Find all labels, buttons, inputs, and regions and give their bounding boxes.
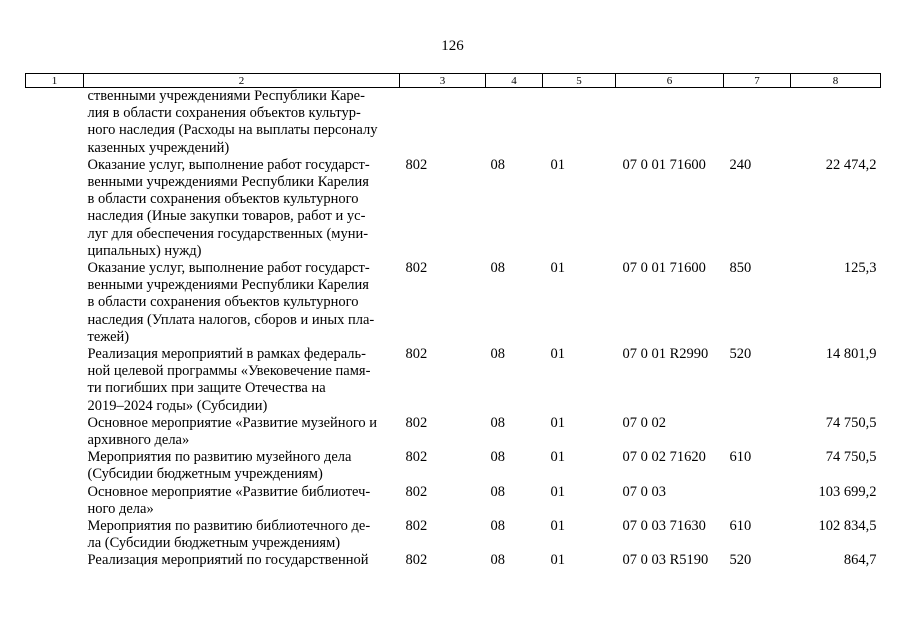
target-article-code: 07 0 01 71600 [622,260,706,277]
amount: 22 474,2 [825,156,877,173]
table-row [26,518,881,552]
subsection-code: 01 [550,518,565,535]
ministry-code: 802 [405,346,428,363]
table-row [26,552,881,569]
expense-name: Основное мероприятие «Развитие музейного и архивного дела» [87,414,378,449]
section-code: 08 [490,260,505,277]
target-article-code: 07 0 02 [622,414,666,431]
ministry-code: 802 [405,260,428,277]
amount [791,88,881,157]
expense-type-code: 610 [729,449,752,466]
section-code: 08 [490,518,505,535]
expense-type-code: 520 [729,346,752,363]
subsection-code: 01 [550,483,565,500]
amount: 74 750,5 [825,414,877,431]
amount: 74 750,5 [825,449,877,466]
target-article-code: 07 0 03 [622,483,666,500]
ministry-code: 802 [405,483,428,500]
column-header-2: 2 [84,74,400,88]
expense-name: ственными учреждениями Республики Каре- лия в области сохранения объектов культур- ного наследия (Расходы на выплаты персоналу казенных учреждений) [87,88,378,156]
amount: 14 801,9 [825,346,877,363]
expense-type-code: 850 [729,260,752,277]
expense-type-code [724,415,791,449]
ministry-code: 802 [405,518,428,535]
target-article-code: 07 0 02 71620 [622,449,706,466]
section-code: 08 [490,346,505,363]
row-number-cell [26,415,84,449]
subsection-code: 01 [550,449,565,466]
ministry-code: 802 [405,414,428,431]
section-code: 08 [490,483,505,500]
column-header-8: 8 [791,74,881,88]
expense-name: Оказание услуг, выполнение работ государст- венными учреждениями Республики Карелия в области сохранения объектов культурного наследия (Уплата налогов, сборов и иных пла- тежей) [87,260,375,345]
table-row [26,346,881,415]
row-number-cell [26,346,84,415]
page-number: 126 [441,38,464,54]
target-article-code [616,88,724,157]
table-row [26,449,881,483]
ministry-code: 802 [405,449,428,466]
row-number-cell [26,260,84,346]
column-number-row [26,74,881,88]
ministry-code [400,88,486,157]
target-article-code: 07 0 03 R5190 [622,552,709,569]
amount: 864,7 [843,552,877,569]
expense-name: Мероприятия по развитию музейного дела (Субсидии бюджетным учреждениям) [87,449,352,483]
section-code: 08 [490,552,505,569]
ministry-code: 802 [405,552,428,569]
table-row [26,88,881,157]
expense-type-code: 520 [729,552,752,569]
row-number-cell [26,449,84,483]
section-code: 08 [490,449,505,466]
row-number-cell [26,484,84,518]
expense-type-code [724,484,791,518]
column-header-6: 6 [616,74,724,88]
expense-name: Оказание услуг, выполнение работ государст- венными учреждениями Республики Карелия в области сохранения объектов культурного наследия (Иные закупки товаров, работ и ус- луг для обеспечения государственных (муни- ципальных) нужд) [87,156,370,259]
table-row [26,157,881,260]
target-article-code: 07 0 03 71630 [622,518,706,535]
expense-type-code: 240 [729,156,752,173]
expense-name: Мероприятия по развитию библиотечного де- ла (Субсидии бюджетным учреждениям) [87,518,371,552]
subsection-code [543,88,616,157]
table-row [26,484,881,518]
amount: 125,3 [843,260,877,277]
target-article-code: 07 0 01 R2990 [622,346,709,363]
budget-table [25,73,881,570]
column-header-5: 5 [543,74,616,88]
subsection-code: 01 [550,260,565,277]
section-code: 08 [490,414,505,431]
amount: 103 699,2 [818,483,877,500]
row-number-cell [26,518,84,552]
subsection-code: 01 [550,414,565,431]
subsection-code: 01 [550,552,565,569]
section-code [486,88,543,157]
subsection-code: 01 [550,346,565,363]
expense-name: Реализация мероприятий по государственной [87,552,369,569]
expense-type-code: 610 [729,518,752,535]
expense-name: Реализация мероприятий в рамках федераль- ной целевой программы «Увековечение памя- ти погибших при защите Отечества на 2019–2024 годы» (Субсидии) [87,346,371,414]
table-row [26,415,881,449]
column-header-7: 7 [724,74,791,88]
section-code: 08 [490,156,505,173]
table-row [26,260,881,346]
column-header-4: 4 [486,74,543,88]
amount: 102 834,5 [818,518,877,535]
column-header-1: 1 [26,74,84,88]
expense-type-code [724,88,791,157]
row-number-cell [26,552,84,569]
row-number-cell [26,88,84,157]
subsection-code: 01 [550,156,565,173]
expense-name: Основное мероприятие «Развитие библиотеч- ного дела» [87,483,371,517]
target-article-code: 07 0 01 71600 [622,156,706,173]
column-header-3: 3 [400,74,486,88]
ministry-code: 802 [405,156,428,173]
row-number-cell [26,157,84,260]
